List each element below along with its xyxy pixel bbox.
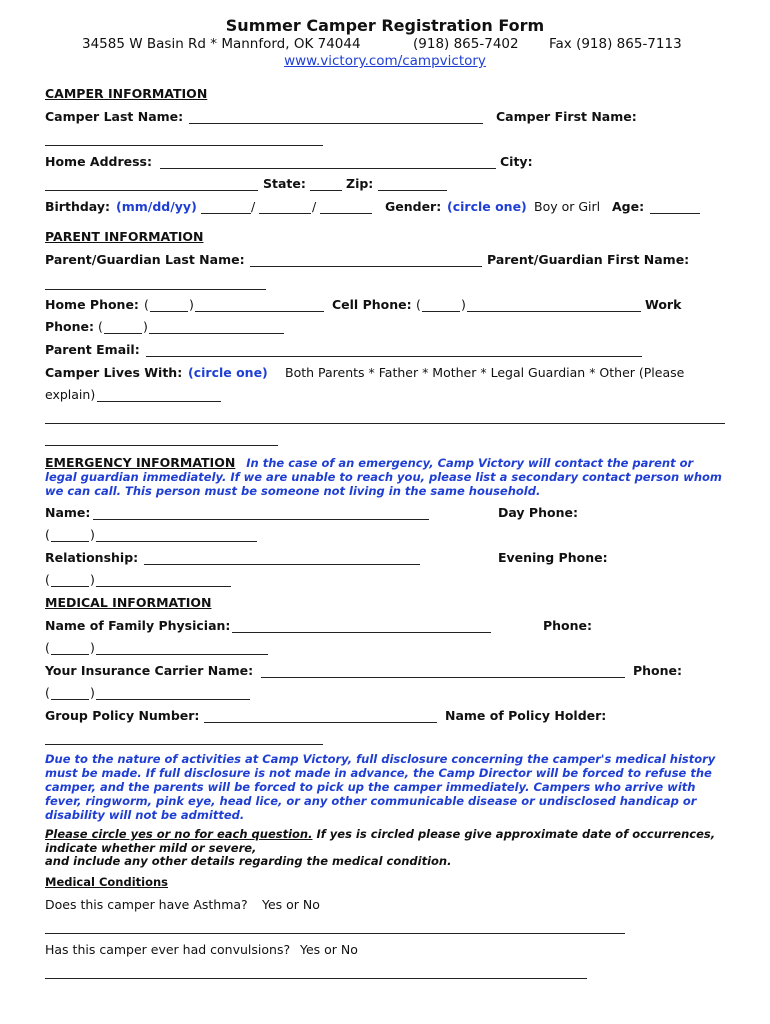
policy-holder-field[interactable] xyxy=(45,744,323,745)
parent-last-name-field[interactable] xyxy=(250,266,482,267)
group-policy-field[interactable] xyxy=(204,722,437,723)
convulsions-yes-no[interactable]: Yes or No xyxy=(300,942,358,957)
birthday-slash: / xyxy=(312,199,317,214)
area-code-close: ) xyxy=(90,685,95,700)
state-label: State: xyxy=(263,176,306,191)
parent-info-heading: PARENT INFORMATION xyxy=(45,229,204,244)
gender-hint: (circle one) xyxy=(447,199,527,214)
lives-with-options[interactable]: Both Parents * Father * Mother * Legal Guardian * Other (Please xyxy=(285,365,685,380)
camper-info-heading: CAMPER INFORMATION xyxy=(45,86,208,101)
zip-label: Zip: xyxy=(346,176,374,191)
birthday-format-hint: (mm/dd/yy) xyxy=(116,199,197,214)
area-code-close: ) xyxy=(189,297,194,312)
work-phone-area-field[interactable] xyxy=(104,333,142,334)
convulsions-details-field[interactable] xyxy=(45,978,587,979)
work-phone-label: Phone: xyxy=(45,319,95,334)
home-address-label: Home Address: xyxy=(45,154,152,169)
gender-label: Gender: xyxy=(385,199,442,214)
cell-phone-area-field[interactable] xyxy=(422,311,460,312)
work-label: Work xyxy=(645,297,682,312)
camper-last-name-field[interactable] xyxy=(189,123,483,124)
birthday-month-field[interactable] xyxy=(201,213,251,214)
relationship-label: Relationship: xyxy=(45,550,139,565)
cell-phone-label: Cell Phone: xyxy=(332,297,412,312)
camper-first-name-label: Camper First Name: xyxy=(496,109,637,124)
emergency-info-heading: EMERGENCY INFORMATION xyxy=(45,455,236,470)
home-phone-field[interactable] xyxy=(195,311,324,312)
city-label: City: xyxy=(500,154,533,169)
area-code-open: ( xyxy=(98,319,103,334)
day-phone-area-field[interactable] xyxy=(51,541,89,542)
explain-label: explain) xyxy=(45,387,96,402)
area-code-close: ) xyxy=(90,527,95,542)
city-field[interactable] xyxy=(45,190,258,191)
birthday-slash: / xyxy=(251,199,256,214)
insurance-phone-field[interactable] xyxy=(96,699,250,700)
camper-first-name-field[interactable] xyxy=(45,145,323,146)
physician-label: Name of Family Physician: xyxy=(45,618,231,633)
parent-email-label: Parent Email: xyxy=(45,342,140,357)
area-code-close: ) xyxy=(461,297,466,312)
day-phone-label: Day Phone: xyxy=(498,505,578,520)
emergency-name-label: Name: xyxy=(45,505,91,520)
explain-field-3[interactable] xyxy=(45,445,278,446)
gender-options[interactable]: Boy or Girl xyxy=(534,199,601,214)
physician-phone-area-field[interactable] xyxy=(51,654,89,655)
medical-info-heading: MEDICAL INFORMATION xyxy=(45,595,212,610)
insurance-phone-area-field[interactable] xyxy=(51,699,89,700)
parent-last-name-label: Parent/Guardian Last Name: xyxy=(45,252,245,267)
area-code-open: ( xyxy=(45,640,50,655)
instructions-rest: If yes is circled please give approximate date of occurrences, indicate whether mild or severe, xyxy=(45,827,716,855)
day-phone-field[interactable] xyxy=(96,541,257,542)
insurance-field[interactable] xyxy=(261,677,625,678)
zip-field[interactable] xyxy=(378,190,447,191)
instructions-line3: and include any other details regarding the medical condition. xyxy=(45,854,452,868)
area-code-close: ) xyxy=(90,640,95,655)
birthday-day-field[interactable] xyxy=(259,213,311,214)
physician-phone-label: Phone: xyxy=(543,618,593,633)
camper-last-name-label: Camper Last Name: xyxy=(45,109,184,124)
home-address-field[interactable] xyxy=(160,168,496,169)
medical-instructions xyxy=(45,827,725,855)
evening-phone-label: Evening Phone: xyxy=(498,550,608,565)
explain-field-2[interactable] xyxy=(45,423,725,424)
form-title: Summer Camper Registration Form xyxy=(225,16,545,35)
birthday-label: Birthday: xyxy=(45,199,110,214)
camp-address: 34585 W Basin Rd * Mannford, OK 74044 xyxy=(82,36,361,52)
physician-field[interactable] xyxy=(232,632,491,633)
camp-fax: Fax (918) 865-7113 xyxy=(549,36,682,52)
area-code-open: ( xyxy=(144,297,149,312)
emergency-note: In the case of an emergency, Camp Victory will contact the parent or legal guardian immediately. If we are unable to reach you, please list a secondary contact person whom we can call. This person must be someone not living in the same household. xyxy=(45,456,722,498)
emergency-name-field[interactable] xyxy=(93,519,429,520)
relationship-field[interactable] xyxy=(144,564,420,565)
lives-with-hint: (circle one) xyxy=(188,365,268,380)
medical-conditions-heading: Medical Conditions xyxy=(45,875,169,889)
state-field[interactable] xyxy=(310,190,342,191)
website-link[interactable]: www.victory.com/campvictory xyxy=(284,53,486,69)
instructions-underlined: Please circle yes or no for each question. xyxy=(45,827,313,841)
asthma-question: Does this camper have Asthma? xyxy=(45,897,248,912)
evening-phone-field[interactable] xyxy=(96,586,231,587)
insurance-phone-label: Phone: xyxy=(633,663,683,678)
policy-holder-label: Name of Policy Holder: xyxy=(445,708,607,723)
parent-email-field[interactable] xyxy=(146,356,642,357)
asthma-details-field[interactable] xyxy=(45,933,625,934)
parent-first-name-label: Parent/Guardian First Name: xyxy=(487,252,690,267)
area-code-open: ( xyxy=(45,572,50,587)
area-code-close: ) xyxy=(90,572,95,587)
insurance-label: Your Insurance Carrier Name: xyxy=(45,663,254,678)
area-code-close: ) xyxy=(143,319,148,334)
convulsions-question: Has this camper ever had convulsions? xyxy=(45,942,291,957)
home-phone-area-field[interactable] xyxy=(150,311,188,312)
area-code-open: ( xyxy=(45,527,50,542)
age-field[interactable] xyxy=(650,213,700,214)
lives-with-label: Camper Lives With: xyxy=(45,365,183,380)
birthday-year-field[interactable] xyxy=(320,213,372,214)
group-policy-label: Group Policy Number: xyxy=(45,708,200,723)
asthma-yes-no[interactable]: Yes or No xyxy=(262,897,320,912)
age-label: Age: xyxy=(612,199,645,214)
cell-phone-field[interactable] xyxy=(467,311,641,312)
physician-phone-field[interactable] xyxy=(96,654,268,655)
explain-field-1[interactable] xyxy=(97,401,221,402)
camp-phone: (918) 865-7402 xyxy=(413,36,519,52)
evening-phone-area-field[interactable] xyxy=(51,586,89,587)
area-code-open: ( xyxy=(45,685,50,700)
work-phone-field[interactable] xyxy=(149,333,284,334)
home-phone-label: Home Phone: xyxy=(45,297,139,312)
emergency-section xyxy=(45,456,725,498)
parent-first-name-field[interactable] xyxy=(45,289,266,290)
area-code-open: ( xyxy=(416,297,421,312)
disclosure-notice: Due to the nature of activities at Camp Victory, full disclosure concerning the camper's medical history must be made. If full disclosure is not made in advance, the Camp Director will be forced to refuse the camper, and the parents will be forced to pick up the camper immediately. Campers who arrive with fever, ringworm, pink eye, head lice, or any other communicable disease or undisclosed handicap or disability will not be admitted. xyxy=(45,752,716,822)
